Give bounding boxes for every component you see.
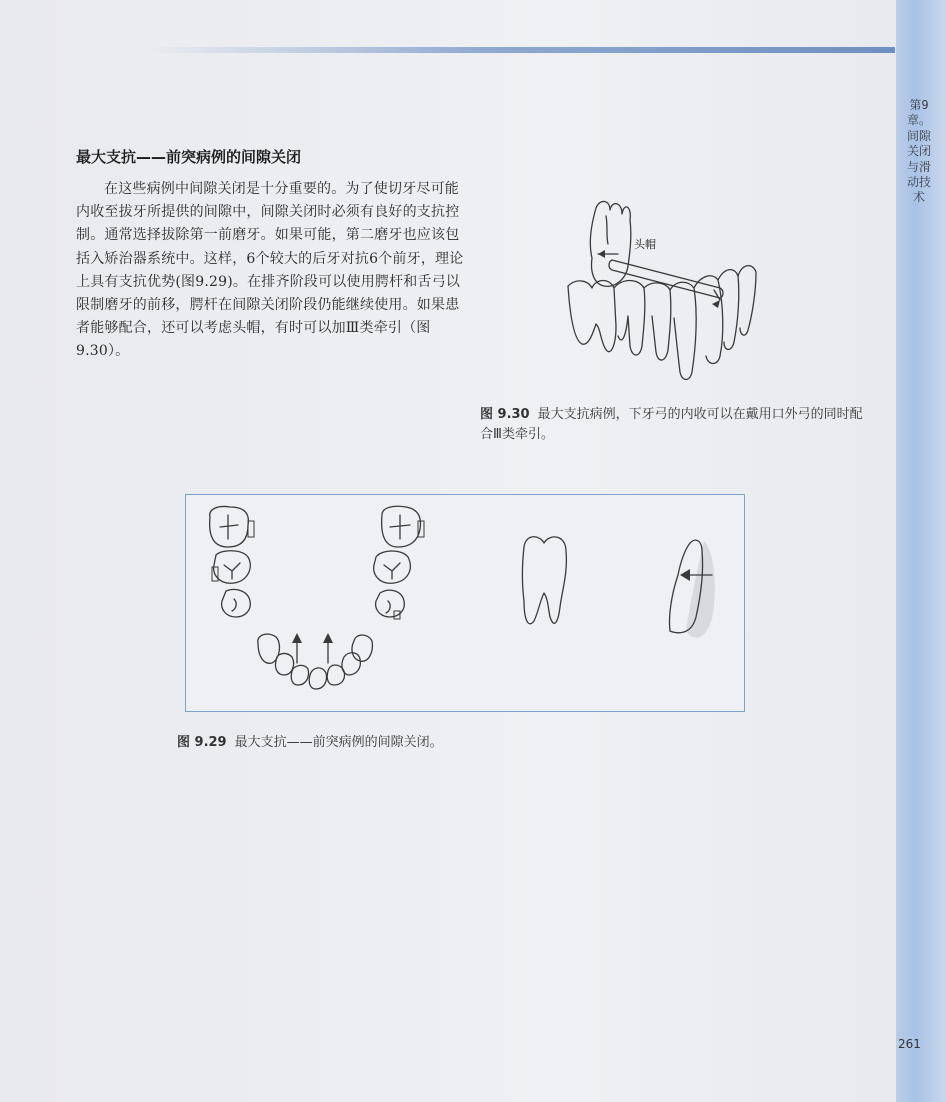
page-number: 261 (898, 1037, 921, 1051)
dental-arch-icon (210, 506, 424, 689)
figure-9-30 (548, 196, 788, 386)
molar-root-icon (523, 537, 567, 624)
chapter-side-tab (896, 0, 945, 1102)
figure-9-29-label: 图 9.29 (177, 735, 227, 750)
figure-9-30-text: 最大支抗病例，下牙弓的内收可以在戴用口外弓的同时配合Ⅲ类牵引。 (480, 407, 863, 442)
figure-9-29-caption (177, 731, 677, 750)
headgear-icon (609, 260, 723, 298)
header-rule (150, 47, 895, 53)
figure-9-29 (186, 495, 743, 710)
figure-9-29-frame (185, 494, 745, 712)
incisor-retraction-icon (669, 540, 714, 638)
section-heading: 最大支抗——前突病例的间隙关闭 (76, 148, 302, 166)
figure-9-29-text: 最大支抗——前突病例的间隙关闭。 (234, 735, 443, 750)
headgear-label: 头帽 (634, 238, 656, 251)
body-paragraph: 在这些病例中间隙关闭是十分重要的。为了使切牙尽可能内收至拔牙所提供的间隙中，间隙关闭时必须有良好的支抗控制。通常选择拔除第一前磨牙。如果可能，第二磨牙也应该包括入矫治器系统中。这样，6个较大的后牙对抗6个前牙，理论上具有支抗优势(图9.29)。在排齐阶段可以使用腭杆和舌弓以限制磨牙的前移，腭杆在间隙关闭阶段仍能继续使用。如果患者能够配合，还可以考虑头帽，有时可以加Ⅲ类牵引（图 9.30）。 (76, 181, 464, 360)
figure-9-30-label: 图 9.30 (480, 407, 530, 422)
figure-9-30-caption (480, 405, 868, 445)
chapter-title-vertical: 第9章。间隙关闭与滑动技术 (906, 98, 931, 205)
